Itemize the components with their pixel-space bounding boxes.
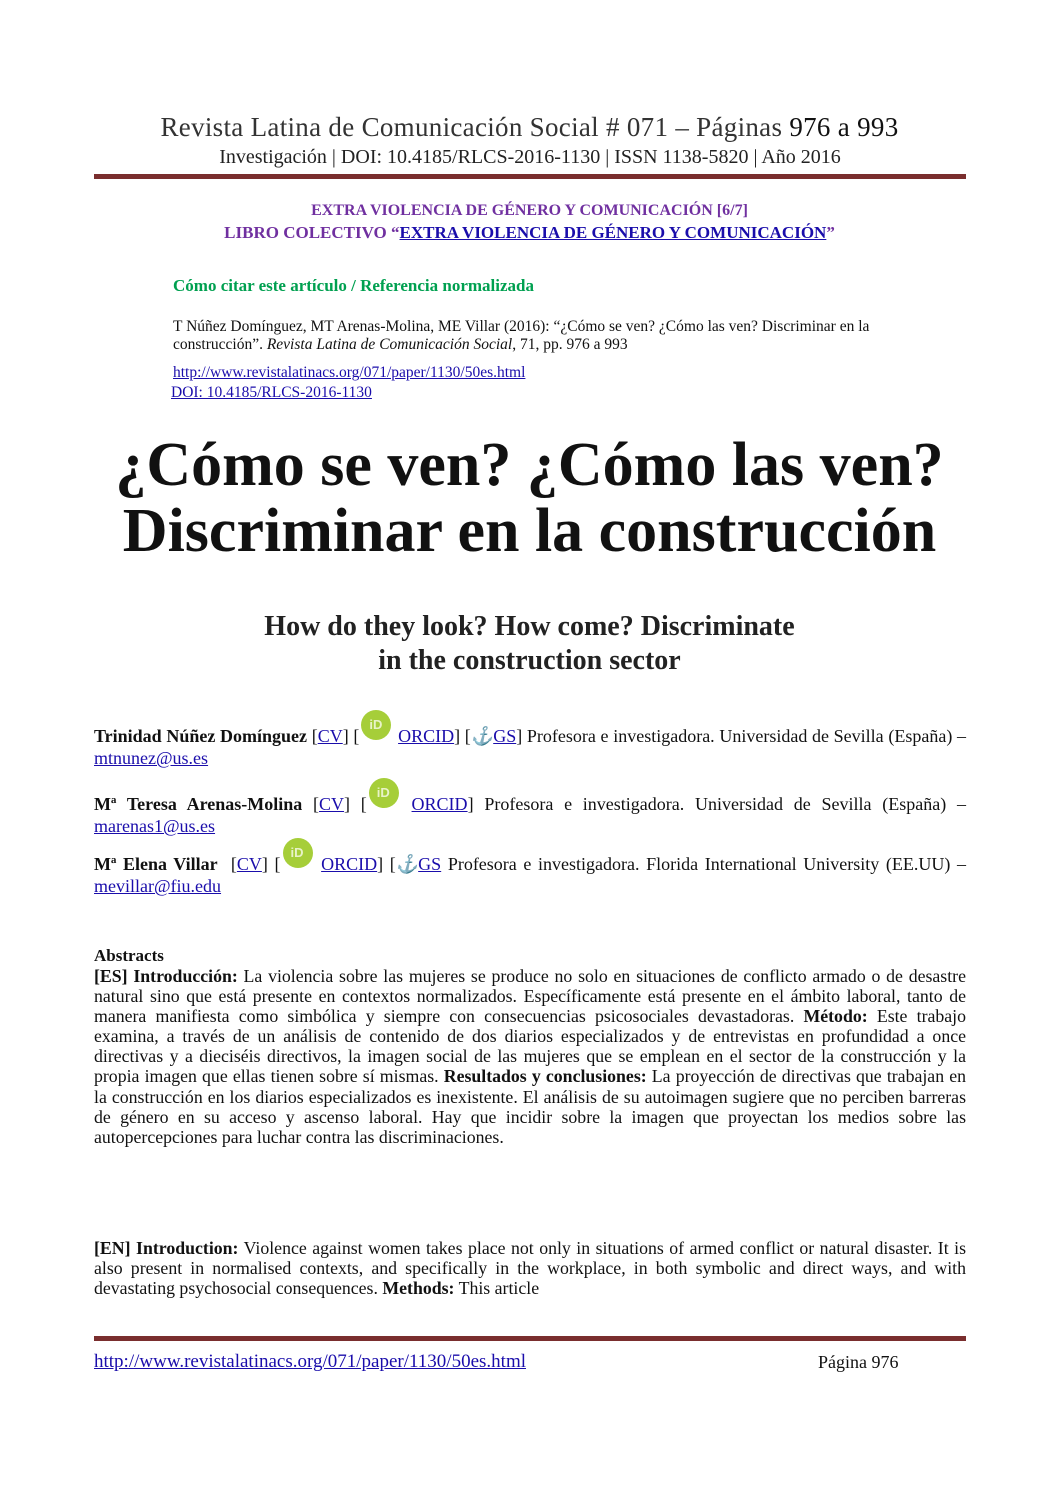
extra-series-label: EXTRA VIOLENCIA DE GÉNERO Y COMUNICACIÓN [6/7]	[311, 202, 748, 219]
journal-pages: 976 a 993	[789, 112, 899, 142]
citation-body-2: , 71, pp. 976 a 993	[512, 336, 628, 353]
abstract-es	[94, 966, 966, 1147]
orcid-icon	[361, 710, 391, 740]
article-subtitle-line-2: in the construction sector	[378, 645, 681, 676]
page-number: Página 976	[818, 1352, 899, 1372]
gs-link[interactable]: GS	[493, 726, 517, 746]
gs-link[interactable]: GS	[418, 854, 442, 874]
google-scholar-icon: ⚓	[395, 854, 419, 874]
cv-link[interactable]: CV	[319, 794, 345, 814]
abstract-en-text-1: Violence against women takes place not only in situations of armed conflict or natural disaster. It is also present in normalised contexts, and specifically in the workplace, in both symbolic and direct ways, and with devastating psychosocial consequences.	[94, 1238, 966, 1299]
orcid-icon	[283, 838, 313, 868]
google-scholar-icon: ⚓	[470, 726, 494, 746]
abstract-es-results-label: Resultados y conclusiones:	[443, 1066, 647, 1087]
collective-book-suffix: ”	[826, 223, 835, 242]
abstract-es-tag: [ES] Introducción:	[94, 966, 238, 986]
abstract-es-text-3: La proyección de directivas que trabajan en la construcción en los diarios especializados es inexistente. El análisis de su autoimagen sugiere que no perciben barreras de género en su acceso y ascenso laboral. Hay que incidir sobre la imagen que proyectan los medios sobre las autopercepciones para luchar contra las discriminaciones.	[94, 1066, 967, 1147]
orcid-link[interactable]: ORCID	[398, 726, 455, 746]
article-subtitle	[0, 610, 1059, 678]
author-entry: Mª Elena Villar [CV] [iD ORCID] [⚓GS Profesora e investigadora. Florida International University (EE.UU) – mevillar@fiu.edu	[94, 846, 966, 896]
author-email-link[interactable]: mevillar@fiu.edu	[94, 876, 222, 896]
author-role: Profesora e investigadora. Universidad de Sevilla (España) –	[484, 794, 966, 814]
footer-url-link[interactable]: http://www.revistalatinacs.org/071/paper/1130/50es.html	[94, 1351, 526, 1372]
author-role: Profesora e investigadora. Universidad de Sevilla (España) –	[526, 726, 966, 746]
citation-text	[173, 318, 953, 354]
author-entry: Trinidad Núñez Domínguez [CV] [iD ORCID] [⚓GS] Profesora e investigadora. Universidad de Sevilla (España) – mtnunez@us.es	[94, 718, 966, 768]
citation-journal: Revista Latina de Comunicación Social	[266, 336, 513, 353]
abstracts-heading: Abstracts	[94, 946, 164, 965]
abstract-es-method-label: Método:	[803, 1006, 868, 1027]
orcid-link[interactable]: ORCID	[411, 794, 468, 814]
orcid-icon	[369, 778, 399, 808]
journal-meta: Investigación | DOI: 10.4185/RLCS-2016-1130 | ISSN 1138-5820 | Año 2016	[219, 146, 841, 168]
article-title-line-1: ¿Cómo se ven? ¿Cómo las ven?	[115, 431, 944, 499]
citation-url-link[interactable]: http://www.revistalatinacs.org/071/paper/1130/50es.html	[173, 364, 526, 381]
author-entry: Mª Teresa Arenas-Molina [CV] [iD ORCID] Profesora e investigadora. Universidad de Sevilla (España) – marenas1@us.es	[94, 786, 966, 836]
article-title-line-2: Discriminar en la construcción	[122, 497, 937, 565]
citation-body-1: T Núñez Domínguez, MT Arenas-Molina, ME Villar (2016): “¿Cómo se ven? ¿Cómo las ven? Discriminar en la construcción”.	[173, 318, 870, 353]
collective-book-line	[0, 223, 1059, 243]
footer-rule	[94, 1336, 966, 1341]
collective-book-link[interactable]: EXTRA VIOLENCIA DE GÉNERO Y COMUNICACIÓN	[399, 223, 827, 242]
author-name: Mª Elena Villar	[94, 854, 218, 874]
article-title	[0, 432, 1059, 564]
citation-heading: Cómo citar este artículo / Referencia normalizada	[173, 276, 534, 295]
citation-doi-link[interactable]: DOI: 10.4185/RLCS-2016-1130	[171, 384, 372, 401]
abstract-es-text-1: La violencia sobre las mujeres se produce no solo en situaciones de conflicto armado o de desastre natural sino que está presente en contextos normalizados. Específicamente está presente en el ámbito laboral, tanto de manera manifiesta como simbólica y siempre con consecuencias psicosociales devastadoras.	[94, 966, 966, 1027]
author-email-link[interactable]: mtnunez@us.es	[94, 748, 209, 768]
header-rule	[94, 174, 966, 179]
orcid-link[interactable]: ORCID	[321, 854, 378, 874]
collective-book-prefix: LIBRO COLECTIVO “	[224, 223, 400, 242]
author-name: Trinidad Núñez Domínguez	[94, 726, 308, 746]
cv-link[interactable]: CV	[317, 726, 343, 746]
article-subtitle-line-1: How do they look? How come? Discriminate	[264, 611, 795, 642]
abstract-en	[94, 1238, 966, 1298]
abstract-en-tag: [EN] Introduction:	[94, 1238, 239, 1258]
cv-link[interactable]: CV	[236, 854, 262, 874]
journal-name: Revista Latina de Comunicación Social # 071 – Páginas	[160, 112, 783, 142]
abstract-en-text-2: This article	[454, 1278, 540, 1299]
abstract-es-text-2: Este trabajo examina, a través de un análisis de contenido de dos diarios especializados y de entrevistas en profundidad a once directivas y a dieciséis directivos, la imagen social de las mujeres que se emplean en el sector de la construcción y la propia imagen que ellas tienen sobre sí mismas.	[94, 1006, 966, 1087]
journal-header	[0, 112, 1059, 143]
author-name: Mª Teresa Arenas-Molina	[94, 794, 303, 814]
author-email-link[interactable]: marenas1@us.es	[94, 816, 216, 836]
author-role: Profesora e investigadora. Florida International University (EE.UU) –	[447, 854, 967, 874]
abstract-en-methods-label: Methods:	[382, 1278, 455, 1299]
